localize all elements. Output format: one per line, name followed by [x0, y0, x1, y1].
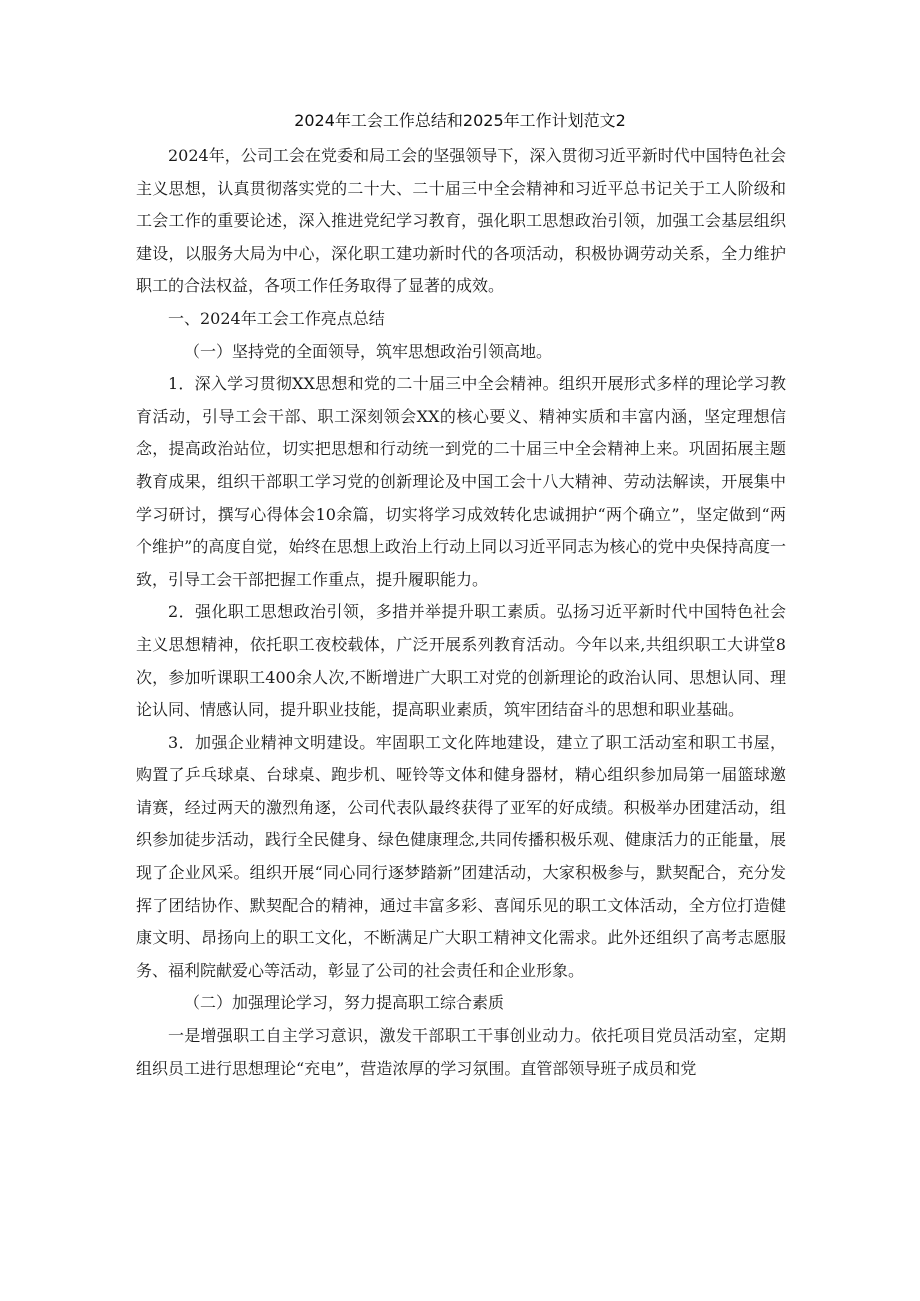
- document-title: 2024年工会工作总结和2025年工作计划范文2: [294, 111, 626, 130]
- body-paragraph-item-2: 2．强化职工思想政治引领，多措并举提升职工素质。弘扬习近平新时代中国特色社会主义思想精神，依托职工夜校载体，广泛开展系列教育活动。今年以来,共组织职工大讲堂8次，参加听课职工400余人次,不断增进广大职工对党的创新理论的政治认同、思想认同、理论认同、情感认同，提升职业技能，提高职业素质，筑牢团结奋斗的思想和职业基础。: [136, 602, 786, 720]
- document-body: [136, 140, 786, 1085]
- section-heading-1: 一、2024年工会工作亮点总结: [168, 308, 385, 328]
- subsection-heading-2: （二）加强理论学习，努力提高职工综合素质: [184, 993, 505, 1013]
- subsection-heading-1: （一）坚持党的全面领导，筑牢思想政治引领高地。: [184, 341, 553, 361]
- body-paragraph-item-3: 3．加强企业精神文明建设。牢固职工文化阵地建设，建立了职工活动室和职工书屋，购置了乒乓球桌、台球桌、跑步机、哑铃等文体和健身器材，精心组织参加局第一届篮球邀请赛，经过两天的激烈角逐，公司代表队最终获得了亚军的好成绩。积极举办团建活动，组织参加徒步活动，践行全民健身、绿色健康理念,共同传播积极乐观、健康活力的正能量，展现了企业风采。组织开展“同心同行逐梦踏新”团建活动，大家积极参与，默契配合，充分发挥了团结协作、默契配合的精神，通过丰富多彩、喜闻乐见的职工文体活动，全方位打造健康文明、昂扬向上的职工文化，不断满足广大职工精神文化需求。此外还组织了高考志愿服务、福利院献爱心等活动，彰显了公司的社会责任和企业形象。: [136, 732, 786, 980]
- body-paragraph-item-1: 1．深入学习贯彻XX思想和党的二十届三中全会精神。组织开展形式多样的理论学习教育活动，引导工会干部、职工深刻领会XX的核心要义、精神实质和丰富内涵，坚定理想信念，提高政治站位，切实把思想和行动统一到党的二十届三中全会精神上来。巩固拓展主题教育成果，组织干部职工学习党的创新理论及中国工会十八大精神、劳动法解读，开展集中学习研讨，撰写心得体会10余篇，切实将学习成效转化忠诚拥护“两个确立”，坚定做到“两个维护”的高度自觉，始终在思想上政治上行动上同以习近平同志为核心的党中央保持高度一致，引导工会干部把握工作重点，提升履职能力。: [136, 374, 786, 589]
- body-paragraph-point-1: 一是增强职工自主学习意识，激发干部职工干事创业动力。依托项目党员活动室，定期组织员工进行思想理论“充电”，营造浓厚的学习氛围。直管部领导班子成员和党: [136, 1026, 786, 1078]
- intro-paragraph: 2024年，公司工会在党委和局工会的坚强领导下，深入贯彻习近平新时代中国特色社会主义思想，认真贯彻落实党的二十大、二十届三中全会精神和习近平总书记关于工人阶级和工会工作的重要论述，深入推进党纪学习教育，强化职工思想政治引领，加强工会基层组织建设，以服务大局为中心，深化职工建功新时代的各项活动，积极协调劳动关系，全力维护职工的合法权益，各项工作任务取得了显著的成效。: [136, 146, 786, 296]
